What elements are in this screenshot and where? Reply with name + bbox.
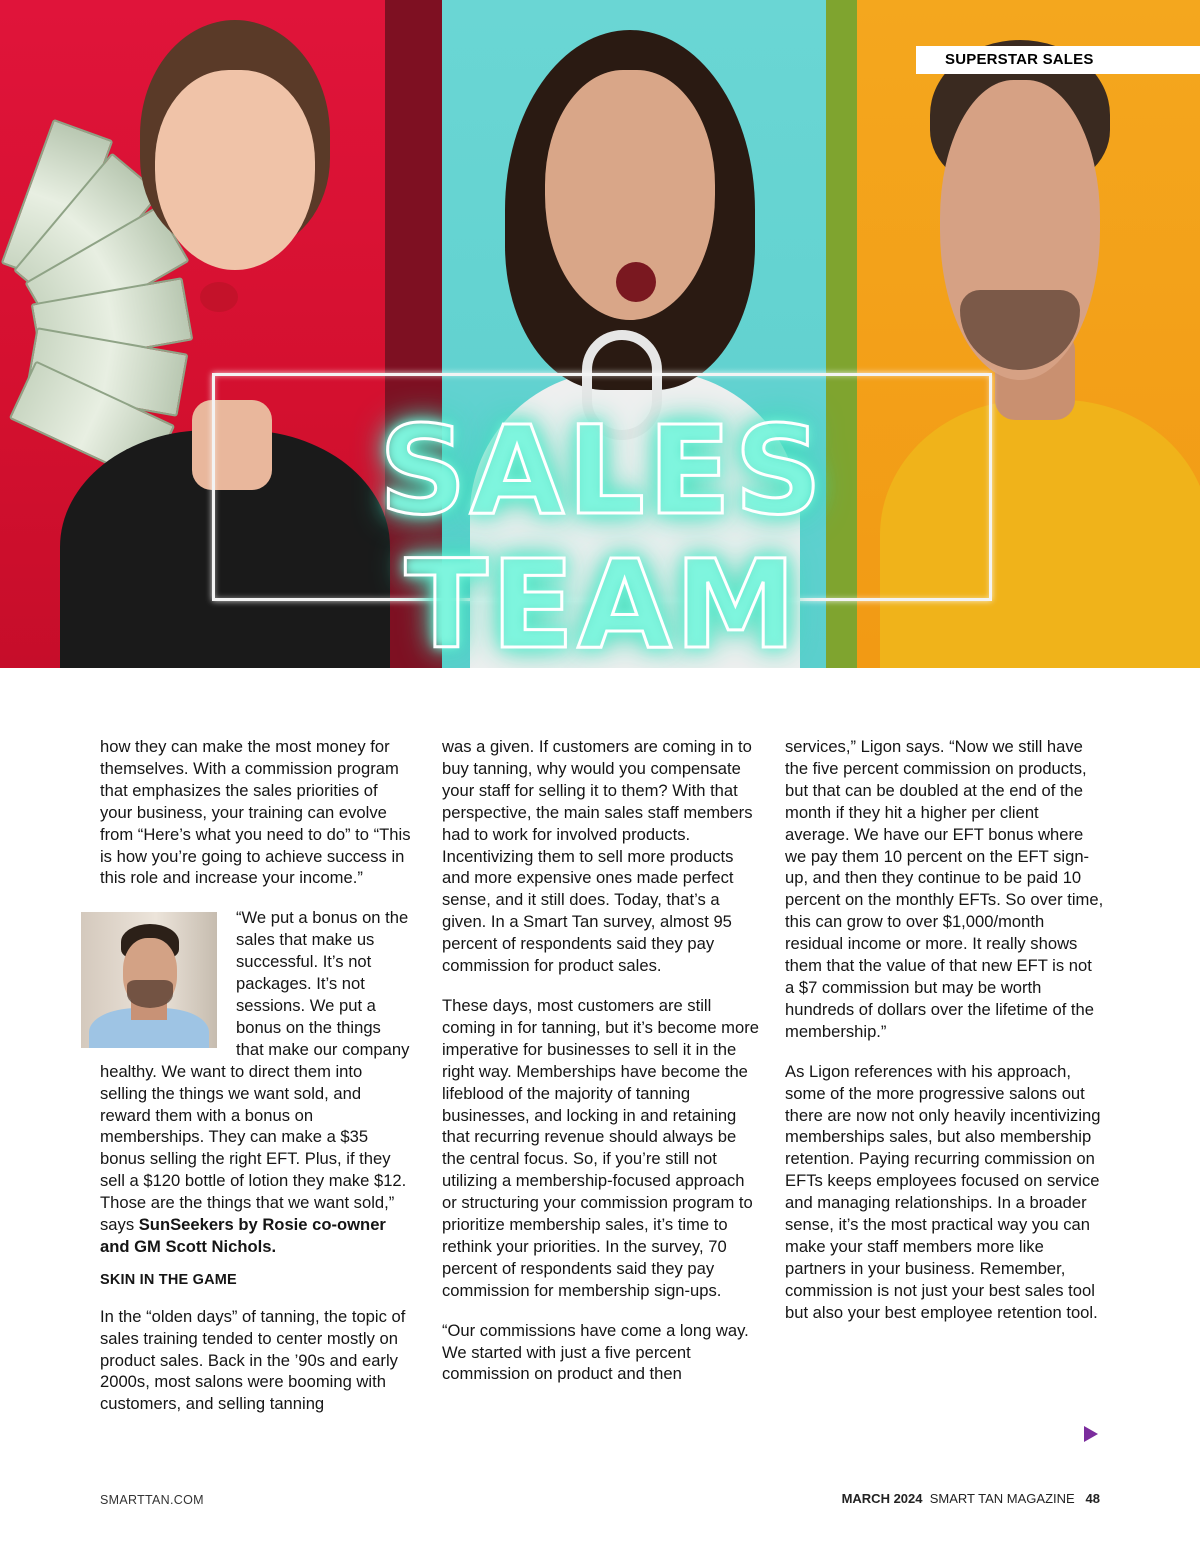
footer-magazine: SMART TAN MAGAZINE: [929, 1491, 1075, 1506]
footer-issue: MARCH 2024: [841, 1491, 923, 1506]
page-number: 48: [1085, 1491, 1100, 1506]
quote-attribution: SunSeekers by Rosie co-owner and GM Scott Nichols.: [100, 1215, 386, 1256]
quote-text: “We put a bonus on the sales that make us successful. It’s not packages. It’s not sessions. We put a bonus on the things that make our company healthy. We want to direct them into selling the things we want sold, and reward them with a bonus on memberships. They can make a $35 bonus selling the right EFT. Plus, if they sell a $120 bottle of lotion they make $12. Those are the things that we want sold,” says: [100, 908, 410, 1235]
continue-arrow-icon[interactable]: [1084, 1426, 1098, 1442]
article-column-3: [785, 736, 1105, 1342]
hero-image: [0, 0, 1200, 668]
paragraph: These days, most customers are still coming in for tanning, but it’s become more imperative for businesses to sell it in the right way. Memberships have become the lifeblood of the majority of tanning businesses, and locking in and retaining that recurring revenue should always be the central focus. So, if you’re still not utilizing a membership-focused approach or structuring your commission program to prioritize membership sales, it’s time to rethink your priorities. In the survey, 70 percent of respondents said they pay commission for membership sign-ups.: [442, 995, 759, 1300]
footer-folio: [842, 1491, 1100, 1506]
paragraph: services,” Ligon says. “Now we still have the five percent commission on products, but that can be doubled at the end of the month if they hit a higher per client average. We have our EFT bonus where we pay them 10 percent on the EFT sign-up, and then they continue to be paid 10 percent on the monthly EFTs. So over time, this can grow to over $1,000/month residual income or more. It really shows them that the value of that new EFT is not a $7 commission but may be worth hundreds of dollars over the lifetime of the membership.”: [785, 737, 1104, 1041]
paragraph: As Ligon references with his approach, some of the more progressive salons out there are now not only heavily incentivizing memberships sales, but also membership retention. Paying recurring commission on EFTs keeps employees focused on service and managing relationships. In a broader sense, it’s the most practical way you can make your staff members more like partners in your business. Remember, commission is not just your best sales tool but also your best employee retention tool.: [785, 1061, 1101, 1322]
paragraph: how they can make the most money for themselves. With a commission program that emphasizes the sales priorities of your business, your training can evolve from “Here’s what you need to do” to “This is how you’re going to achieve success in this role and increase your income.”: [100, 737, 411, 888]
paragraph: “Our commissions have come a long way. We started with just a five percent commission on product and then: [442, 1320, 749, 1384]
paragraph: was a given. If customers are coming in to buy tanning, why would you compensate your staff for selling it to them? With that perspective, the main sales staff members had to work for involved products. Incentivizing them to sell more products and more expensive ones made perfect sense, and it still does. Today, that’s a given. In a Smart Tan survey, almost 95 percent of respondents said they pay commission for product sales.: [442, 737, 753, 976]
subheading: SKIN IN THE GAME: [100, 1271, 237, 1288]
page-title: SALES TEAM: [378, 400, 826, 668]
section-label-text: SUPERSTAR SALES: [945, 51, 1094, 68]
article-column-1: [100, 736, 412, 1433]
paragraph: In the “olden days” of tanning, the topic of sales training tended to center mostly on product sales. Back in the ’90s and early 2000s, most salons were booming with customers, and selling tanning: [100, 1306, 406, 1414]
pull-quote: [100, 907, 412, 1258]
headshot-photo: [81, 912, 217, 1048]
section-label: [916, 46, 1200, 74]
article-column-2: [442, 736, 760, 1403]
footer-website: SMARTTAN.COM: [100, 1493, 204, 1507]
